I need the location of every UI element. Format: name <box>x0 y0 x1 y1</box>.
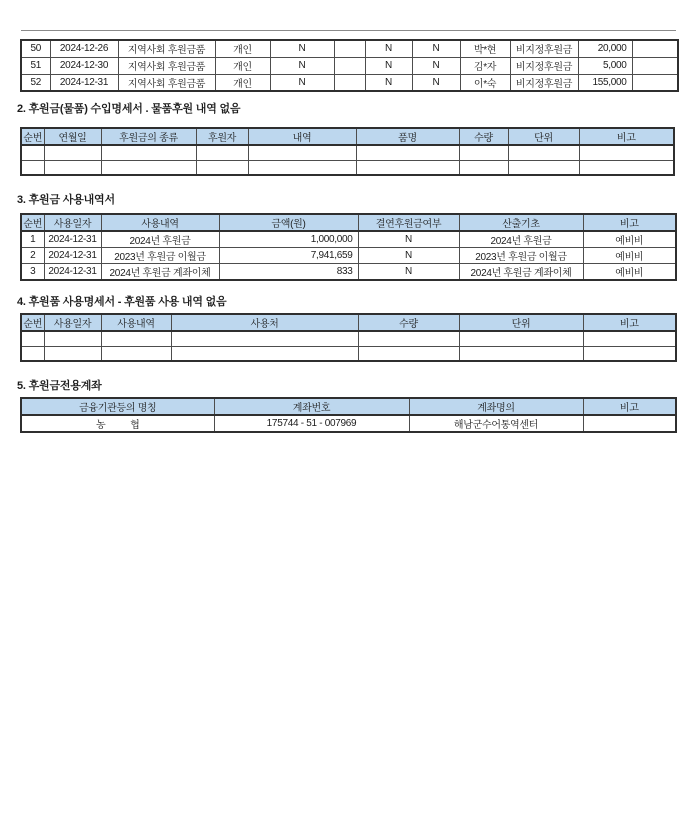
col-header: 결연후원금여부 <box>358 214 459 231</box>
cell-flag: N <box>412 57 460 74</box>
cell-account-number: 175744 - 51 - 007969 <box>214 415 409 432</box>
table-header-row <box>21 314 676 331</box>
section-3-heading: 3. 후원금 사용내역서 <box>17 194 115 206</box>
cell-flag: N <box>270 40 334 57</box>
col-header: 순번 <box>21 314 44 331</box>
empty-cell <box>579 145 674 160</box>
cell-flag: N <box>270 57 334 74</box>
empty-cell <box>508 145 579 160</box>
cell-flag: N <box>365 40 412 57</box>
cell-amount: 155,000 <box>578 74 632 91</box>
cell-note: 예비비 <box>583 231 676 248</box>
empty-cell <box>21 331 44 346</box>
cell-type: 지역사회 후원금품 <box>118 40 215 57</box>
donation-income-table <box>20 39 679 92</box>
section-5-heading: 5. 후원금전용계좌 <box>17 380 102 392</box>
empty-cell <box>248 145 356 160</box>
table-row <box>21 57 678 74</box>
col-header: 사용처 <box>171 314 358 331</box>
empty-cell <box>171 331 358 346</box>
col-header: 수량 <box>459 128 508 145</box>
cell-amount: 20,000 <box>578 40 632 57</box>
cell-type: 지역사회 후원금품 <box>118 74 215 91</box>
cell-donor-kind: 개인 <box>215 40 270 57</box>
cell-seq: 2 <box>21 248 44 264</box>
goods-income-table <box>20 127 675 176</box>
cell-seq: 52 <box>21 74 50 91</box>
empty-cell <box>583 415 676 432</box>
cell-date: 2024-12-31 <box>44 231 101 248</box>
empty-cell <box>248 160 356 175</box>
fund-usage-table <box>20 213 677 281</box>
table-row <box>21 248 676 264</box>
cell-flag: N <box>412 74 460 91</box>
col-header: 비고 <box>583 314 676 331</box>
empty-cell <box>459 145 508 160</box>
empty-cell <box>356 160 459 175</box>
col-header: 단위 <box>508 128 579 145</box>
col-header: 금액(원) <box>219 214 358 231</box>
previous-row-border <box>21 30 676 31</box>
col-header: 비고 <box>583 398 676 415</box>
col-header: 사용일자 <box>44 314 101 331</box>
col-header: 금융기관등의 명칭 <box>21 398 214 415</box>
empty-cell <box>632 74 678 91</box>
table-row <box>21 331 676 346</box>
empty-cell <box>632 40 678 57</box>
cell-flag: N <box>358 231 459 248</box>
cell-seq: 3 <box>21 264 44 281</box>
cell-usage: 2024년 후원금 계좌이체 <box>101 264 219 281</box>
table-row <box>21 231 676 248</box>
empty-cell <box>101 145 196 160</box>
cell-donor-name: 박*현 <box>460 40 510 57</box>
col-header: 순번 <box>21 214 44 231</box>
empty-cell <box>334 57 365 74</box>
cell-type: 지역사회 후원금품 <box>118 57 215 74</box>
empty-cell <box>579 160 674 175</box>
col-header: 내역 <box>248 128 356 145</box>
cell-flag: N <box>358 264 459 281</box>
cell-donor-name: 김*자 <box>460 57 510 74</box>
cell-basis: 2024년 후원금 계좌이체 <box>459 264 583 281</box>
cell-seq: 1 <box>21 231 44 248</box>
empty-cell <box>459 346 583 361</box>
table-row <box>21 346 676 361</box>
col-header: 계좌명의 <box>409 398 583 415</box>
cell-usage: 2024년 후원금 <box>101 231 219 248</box>
col-header: 사용일자 <box>44 214 101 231</box>
col-header: 후원금의 종류 <box>101 128 196 145</box>
cell-category: 비지정후원금 <box>510 74 578 91</box>
table-header-row <box>21 214 676 231</box>
cell-amount: 7,941,659 <box>219 248 358 264</box>
col-header: 산출기초 <box>459 214 583 231</box>
col-header: 사용내역 <box>101 314 171 331</box>
empty-cell <box>44 331 101 346</box>
col-header: 품명 <box>356 128 459 145</box>
cell-flag: N <box>412 40 460 57</box>
empty-cell <box>459 331 583 346</box>
cell-account-holder: 해남군수어통역센터 <box>409 415 583 432</box>
col-header: 순번 <box>21 128 44 145</box>
cell-category: 비지정후원금 <box>510 40 578 57</box>
cell-seq: 51 <box>21 57 50 74</box>
empty-cell <box>196 145 248 160</box>
empty-cell <box>44 145 101 160</box>
cell-date: 2024-12-26 <box>50 40 118 57</box>
cell-donor-kind: 개인 <box>215 57 270 74</box>
cell-flag: N <box>270 74 334 91</box>
cell-amount: 833 <box>219 264 358 281</box>
empty-cell <box>459 160 508 175</box>
col-header: 수량 <box>358 314 459 331</box>
table-row <box>21 415 676 432</box>
cell-donor-name: 이*숙 <box>460 74 510 91</box>
empty-cell <box>583 331 676 346</box>
cell-seq: 50 <box>21 40 50 57</box>
empty-cell <box>583 346 676 361</box>
cell-note: 예비비 <box>583 248 676 264</box>
empty-cell <box>44 160 101 175</box>
empty-cell <box>101 331 171 346</box>
empty-cell <box>21 145 44 160</box>
empty-cell <box>356 145 459 160</box>
col-header: 계좌번호 <box>214 398 409 415</box>
col-header: 연월일 <box>44 128 101 145</box>
goods-usage-table <box>20 313 677 362</box>
col-header: 비고 <box>583 214 676 231</box>
dedicated-account-table <box>20 397 677 433</box>
table-row <box>21 145 674 160</box>
cell-amount: 5,000 <box>578 57 632 74</box>
cell-date: 2024-12-31 <box>44 248 101 264</box>
table-header-row <box>21 398 676 415</box>
table-header-row <box>21 128 674 145</box>
empty-cell <box>508 160 579 175</box>
cell-bank-name: 농 협 <box>21 415 214 432</box>
cell-basis: 2023년 후원금 이월금 <box>459 248 583 264</box>
empty-cell <box>632 57 678 74</box>
section-2-heading: 2. 후원금(물품) 수입명세서 . 물품후원 내역 없음 <box>17 103 241 115</box>
cell-flag: N <box>365 74 412 91</box>
empty-cell <box>358 346 459 361</box>
cell-date: 2024-12-31 <box>44 264 101 281</box>
cell-note: 예비비 <box>583 264 676 281</box>
col-header: 후원자 <box>196 128 248 145</box>
cell-date: 2024-12-31 <box>50 74 118 91</box>
table-row <box>21 160 674 175</box>
table-row <box>21 74 678 91</box>
empty-cell <box>21 346 44 361</box>
cell-date: 2024-12-30 <box>50 57 118 74</box>
empty-cell <box>101 160 196 175</box>
cell-basis: 2024년 후원금 <box>459 231 583 248</box>
table-row <box>21 40 678 57</box>
empty-cell <box>196 160 248 175</box>
cell-usage: 2023년 후원금 이월금 <box>101 248 219 264</box>
empty-cell <box>44 346 101 361</box>
col-header: 비고 <box>579 128 674 145</box>
col-header: 사용내역 <box>101 214 219 231</box>
table-row <box>21 264 676 281</box>
empty-cell <box>101 346 171 361</box>
empty-cell <box>334 74 365 91</box>
cell-flag: N <box>358 248 459 264</box>
col-header: 단위 <box>459 314 583 331</box>
cell-flag: N <box>365 57 412 74</box>
cell-donor-kind: 개인 <box>215 74 270 91</box>
cell-category: 비지정후원금 <box>510 57 578 74</box>
cell-amount: 1,000,000 <box>219 231 358 248</box>
empty-cell <box>21 160 44 175</box>
section-4-heading: 4. 후원품 사용명세서 - 후원품 사용 내역 없음 <box>17 296 227 308</box>
empty-cell <box>171 346 358 361</box>
empty-cell <box>334 40 365 57</box>
empty-cell <box>358 331 459 346</box>
